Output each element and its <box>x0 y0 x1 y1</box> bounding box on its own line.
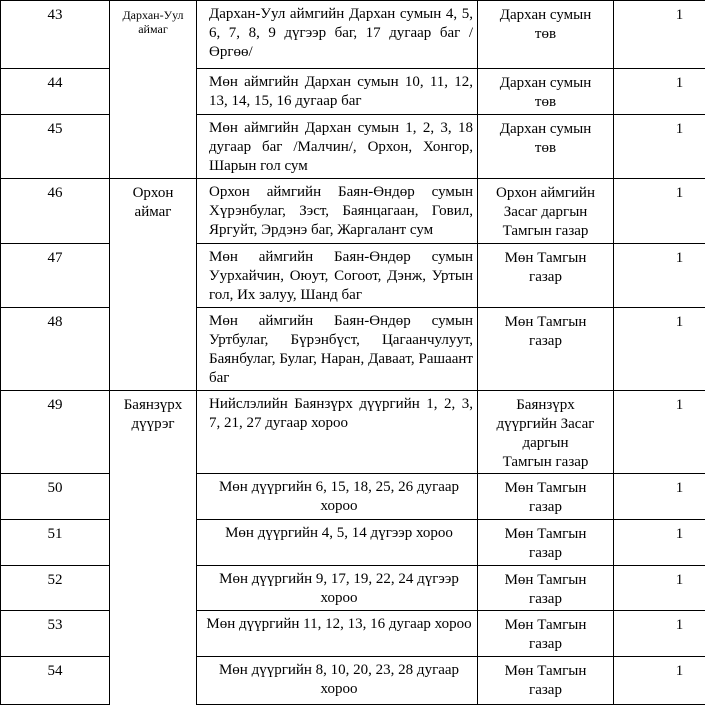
description-cell: Нийслэлийн Баянзүрх дүүргийн 1, 2, 3, 7, 21, 27 дугаар хороо <box>197 391 478 474</box>
row-number: 53 <box>1 611 110 657</box>
row-number: 47 <box>1 244 110 308</box>
table-row <box>1 611 705 657</box>
description-cell: Мөн аймгийн Баян-Өндөр сумын Уртбулаг, Бүрэнбүст, Цагаанчулуут, Баянбулаг, Булаг, Наран, Давaaт, Рашаант баг <box>197 308 478 391</box>
description-cell: Мөн аймгийн Баян-Өндөр сумын Уурхайчин, Оюут, Согоот, Дэнж, Уртын гол, Их залуу, Шанд баг <box>197 244 478 308</box>
office-line: газар <box>478 681 613 700</box>
region-cell <box>110 179 197 391</box>
count-cell: 1 <box>614 566 705 611</box>
description-cell: Мөн аймгийн Дархан сумын 10, 11, 12, 13, 14, 15, 16 дугаар баг <box>197 69 478 115</box>
office-line: Дархан сумын <box>478 74 613 93</box>
office-line: газар <box>478 268 613 287</box>
office-line: Мөн Тамгын <box>478 313 613 332</box>
office-line: газар <box>478 498 613 517</box>
office-line: газар <box>478 590 613 609</box>
region-label-line2: дүүрэг <box>110 415 196 434</box>
office-line: Дархан сумын <box>478 6 613 25</box>
office-cell <box>478 657 614 705</box>
description-cell: Дархан-Уул аймгийн Дархан сумын 4, 5, 6, 7, 8, 9 дүгээр баг, 17 дугаар баг /Өргөө/ <box>197 1 478 69</box>
table-row <box>1 244 705 308</box>
office-line: дүүргийн Засаг <box>478 415 613 434</box>
table-row <box>1 179 705 244</box>
office-line: газар <box>478 635 613 654</box>
office-line: Засаг даргын <box>478 203 613 222</box>
table-row <box>1 657 705 705</box>
description-cell: Мөн дүүргийн 8, 10, 20, 23, 28 дугаар хороо <box>197 657 478 705</box>
region-label-line2: аймаг <box>110 22 196 36</box>
count-cell: 1 <box>614 115 705 179</box>
row-number: 46 <box>1 179 110 244</box>
office-line: төв <box>478 93 613 112</box>
office-line: Дархан сумын <box>478 120 613 139</box>
office-line: төв <box>478 25 613 44</box>
row-number: 49 <box>1 391 110 474</box>
office-line: Тамгын газар <box>478 222 613 241</box>
office-line: даргын <box>478 434 613 453</box>
description-cell: Мөн дүүргийн 11, 12, 13, 16 дугаар хороо <box>197 611 478 657</box>
office-cell <box>478 1 614 69</box>
table-row <box>1 520 705 566</box>
office-cell <box>478 179 614 244</box>
office-line: Баянзүрх <box>478 396 613 415</box>
office-cell <box>478 308 614 391</box>
office-line: газар <box>478 332 613 351</box>
region-cell <box>110 391 197 705</box>
table-row <box>1 1 705 69</box>
row-number: 48 <box>1 308 110 391</box>
count-cell: 1 <box>614 179 705 244</box>
region-label-line2: аймаг <box>110 203 196 222</box>
office-cell <box>478 520 614 566</box>
office-line: Мөн Тамгын <box>478 249 613 268</box>
description-cell: Мөн дүүргийн 4, 5, 14 дүгээр хороо <box>197 520 478 566</box>
office-line: Мөн Тамгын <box>478 616 613 635</box>
office-line: Тамгын газар <box>478 453 613 472</box>
office-line: Мөн Тамгын <box>478 479 613 498</box>
count-cell: 1 <box>614 1 705 69</box>
region-label-line1: Баянзүрх <box>110 396 196 415</box>
row-number: 44 <box>1 69 110 115</box>
description-cell: Орхон аймгийн Баян-Өндөр сумын Хүрэнбулаг, Зэст, Баянцагаан, Говил, Яргуйт, Эрдэнэ баг, Жаргалант сум <box>197 179 478 244</box>
table-row <box>1 115 705 179</box>
region-label-line1: Дархан-Уул <box>110 8 196 22</box>
count-cell: 1 <box>614 308 705 391</box>
table-row <box>1 308 705 391</box>
office-cell <box>478 244 614 308</box>
count-cell: 1 <box>614 520 705 566</box>
office-line: Орхон аймгийн <box>478 184 613 203</box>
row-number: 51 <box>1 520 110 566</box>
office-line: Мөн Тамгын <box>478 662 613 681</box>
count-cell: 1 <box>614 474 705 520</box>
count-cell: 1 <box>614 611 705 657</box>
description-cell: Мөн дүүргийн 9, 17, 19, 22, 24 дүгээр хороо <box>197 566 478 611</box>
office-cell <box>478 115 614 179</box>
table-row <box>1 566 705 611</box>
office-line: төв <box>478 139 613 158</box>
office-cell <box>478 566 614 611</box>
office-cell <box>478 611 614 657</box>
office-cell <box>478 69 614 115</box>
table-row <box>1 474 705 520</box>
office-line: газар <box>478 544 613 563</box>
count-cell: 1 <box>614 657 705 705</box>
row-number: 52 <box>1 566 110 611</box>
description-cell: Мөн аймгийн Дархан сумын 1, 2, 3, 18 дугаар баг /Малчин/, Орхон, Хонгор, Шарын гол сум <box>197 115 478 179</box>
count-cell: 1 <box>614 69 705 115</box>
count-cell: 1 <box>614 244 705 308</box>
region-cell <box>110 1 197 179</box>
office-cell <box>478 391 614 474</box>
table-row <box>1 391 705 474</box>
region-label-line1: Орхон <box>110 184 196 203</box>
row-number: 43 <box>1 1 110 69</box>
office-line: Мөн Тамгын <box>478 525 613 544</box>
row-number: 45 <box>1 115 110 179</box>
row-number: 50 <box>1 474 110 520</box>
table-row <box>1 69 705 115</box>
count-cell: 1 <box>614 391 705 474</box>
office-cell <box>478 474 614 520</box>
description-cell: Мөн дүүргийн 6, 15, 18, 25, 26 дугаар хороо <box>197 474 478 520</box>
office-line: Мөн Тамгын <box>478 571 613 590</box>
row-number: 54 <box>1 657 110 705</box>
